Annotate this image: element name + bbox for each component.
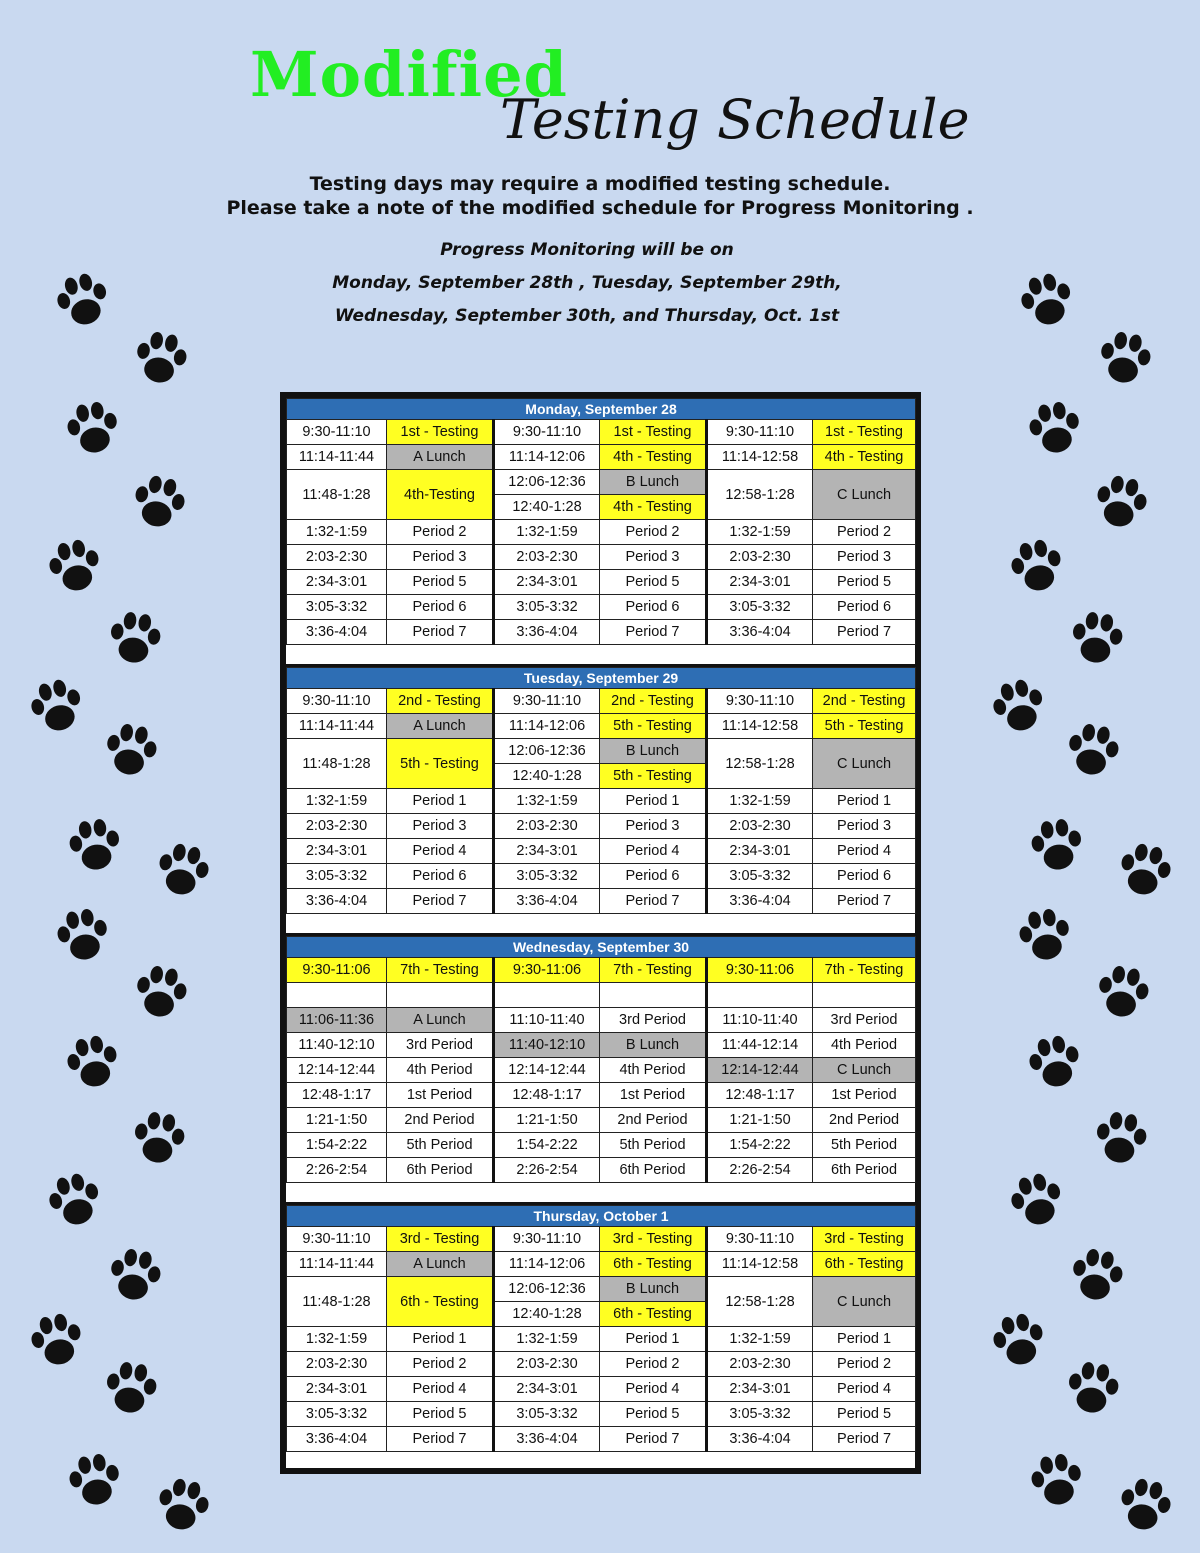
activity-cell: Period 5 <box>813 1402 916 1427</box>
time-cell: 3:36-4:04 <box>707 620 813 645</box>
activity-cell: Period 7 <box>387 1427 494 1452</box>
time-cell: 11:14-11:44 <box>287 1252 387 1277</box>
empty-cell <box>387 983 494 1008</box>
activity-cell: 5th Period <box>813 1133 916 1158</box>
paw-print-icon <box>1108 1469 1182 1543</box>
activity-cell: C Lunch <box>813 739 916 789</box>
activity-cell: Period 4 <box>600 1377 707 1402</box>
time-cell: 1:21-1:50 <box>287 1108 387 1133</box>
table-row <box>287 689 916 714</box>
time-cell: 9:30-11:10 <box>494 1227 600 1252</box>
time-cell: 1:54-2:22 <box>287 1133 387 1158</box>
time-cell: 1:21-1:50 <box>707 1108 813 1133</box>
activity-cell: B Lunch <box>600 1277 707 1302</box>
day-table <box>286 398 916 645</box>
day-header-row <box>287 1206 916 1227</box>
schedule-body <box>286 398 915 1468</box>
time-cell: 11:40-12:10 <box>494 1033 600 1058</box>
time-cell: 12:14-12:44 <box>494 1058 600 1083</box>
day-header: Thursday, October 1 <box>287 1206 916 1227</box>
activity-cell: 4th Period <box>600 1058 707 1083</box>
table-row <box>287 1402 916 1427</box>
time-cell: 2:03-2:30 <box>287 1352 387 1377</box>
day-table <box>286 936 916 1183</box>
paw-print-icon <box>1019 393 1091 465</box>
paw-print-icon <box>96 1354 166 1424</box>
table-row <box>287 1352 916 1377</box>
activity-cell: 1st Period <box>813 1083 916 1108</box>
paw-print-icon <box>60 811 130 881</box>
table-row <box>287 595 916 620</box>
time-cell: 9:30-11:10 <box>707 420 813 445</box>
time-cell: 11:14-12:58 <box>707 1252 813 1277</box>
activity-cell: Period 2 <box>600 1352 707 1377</box>
time-cell: 12:14-12:44 <box>707 1058 813 1083</box>
activity-cell: Period 3 <box>387 814 494 839</box>
time-cell: 3:05-3:32 <box>287 864 387 889</box>
paw-print-icon <box>100 604 170 674</box>
time-cell: 2:34-3:01 <box>287 1377 387 1402</box>
time-cell: 3:05-3:32 <box>707 1402 813 1427</box>
time-cell: 2:03-2:30 <box>287 814 387 839</box>
time-cell: 1:32-1:59 <box>287 1327 387 1352</box>
activity-cell: Period 5 <box>600 1402 707 1427</box>
time-cell: 2:34-3:01 <box>494 839 600 864</box>
activity-cell: 7th - Testing <box>813 958 916 983</box>
paw-print-icon <box>146 834 220 908</box>
paw-print-icon <box>1022 811 1092 881</box>
paw-print-icon <box>56 1026 130 1100</box>
time-cell: 1:32-1:59 <box>494 1327 600 1352</box>
time-cell: 3:05-3:32 <box>287 1402 387 1427</box>
activity-cell: A Lunch <box>387 1252 494 1277</box>
time-cell: 3:36-4:04 <box>494 889 600 914</box>
activity-cell: Period 7 <box>813 889 916 914</box>
time-cell: 11:44-12:14 <box>707 1033 813 1058</box>
time-cell: 3:05-3:32 <box>494 864 600 889</box>
table-row <box>287 1427 916 1452</box>
empty-cell <box>600 983 707 1008</box>
table-row <box>287 789 916 814</box>
activity-cell: Period 2 <box>600 520 707 545</box>
time-cell: 3:36-4:04 <box>707 889 813 914</box>
activity-cell: Period 5 <box>387 1402 494 1427</box>
activity-cell: 1st - Testing <box>600 420 707 445</box>
table-row <box>287 889 916 914</box>
table-row <box>287 445 916 470</box>
activity-cell: 3rd - Testing <box>387 1227 494 1252</box>
activity-cell: 6th - Testing <box>600 1302 707 1327</box>
time-cell: 12:06-12:36 <box>494 739 600 764</box>
activity-cell: 3rd - Testing <box>600 1227 707 1252</box>
time-cell: 11:48-1:28 <box>287 470 387 520</box>
activity-cell: 3rd Period <box>813 1008 916 1033</box>
time-cell: 1:54-2:22 <box>494 1133 600 1158</box>
paw-print-icon <box>37 1163 113 1239</box>
time-cell: 11:48-1:28 <box>287 1277 387 1327</box>
time-cell: 11:14-12:58 <box>707 445 813 470</box>
activity-cell: Period 4 <box>387 1377 494 1402</box>
activity-cell: Period 7 <box>600 620 707 645</box>
activity-cell: Period 6 <box>387 595 494 620</box>
progress-line-1: Progress Monitoring will be on <box>440 240 734 260</box>
table-row <box>287 1083 916 1108</box>
time-cell: 3:36-4:04 <box>494 1427 600 1452</box>
time-cell: 3:36-4:04 <box>287 620 387 645</box>
paw-print-icon <box>1087 957 1159 1029</box>
activity-cell: Period 2 <box>387 1352 494 1377</box>
paw-print-icon <box>95 715 167 787</box>
paw-print-icon <box>125 957 197 1029</box>
activity-cell: Period 3 <box>600 545 707 570</box>
time-cell: 1:54-2:22 <box>707 1133 813 1158</box>
time-cell: 2:03-2:30 <box>707 545 813 570</box>
table-row <box>287 864 916 889</box>
time-cell: 9:30-11:06 <box>494 958 600 983</box>
activity-cell: 5th Period <box>600 1133 707 1158</box>
table-row <box>287 1008 916 1033</box>
time-cell: 11:14-12:06 <box>494 445 600 470</box>
activity-cell: 3rd - Testing <box>813 1227 916 1252</box>
table-row <box>287 1252 916 1277</box>
table-row <box>287 470 916 495</box>
time-cell: 1:32-1:59 <box>287 789 387 814</box>
table-row <box>287 1033 916 1058</box>
day-header-row <box>287 937 916 958</box>
activity-cell: Period 6 <box>387 864 494 889</box>
activity-cell: 1st - Testing <box>813 420 916 445</box>
paw-print-icon <box>999 1163 1075 1239</box>
time-cell: 11:10-11:40 <box>494 1008 600 1033</box>
activity-cell: Period 4 <box>387 839 494 864</box>
time-cell: 3:05-3:32 <box>707 864 813 889</box>
activity-cell: 2nd - Testing <box>813 689 916 714</box>
time-cell: 2:34-3:01 <box>287 570 387 595</box>
table-row <box>287 520 916 545</box>
activity-cell: 4th Period <box>813 1033 916 1058</box>
activity-cell: 4th - Testing <box>600 495 707 520</box>
activity-cell: 1st Period <box>600 1083 707 1108</box>
time-cell: 1:32-1:59 <box>707 1327 813 1352</box>
time-cell: 2:34-3:01 <box>707 839 813 864</box>
activity-cell: 5th - Testing <box>813 714 916 739</box>
time-cell: 2:34-3:01 <box>494 570 600 595</box>
time-cell: 12:06-12:36 <box>494 1277 600 1302</box>
empty-cell <box>494 983 600 1008</box>
day-spacer <box>286 1183 915 1205</box>
time-cell: 9:30-11:06 <box>707 958 813 983</box>
empty-row <box>287 983 916 1008</box>
title-modified: Modified <box>250 38 568 111</box>
activity-cell: Period 1 <box>813 789 916 814</box>
day-table <box>286 667 916 914</box>
time-cell: 11:14-12:06 <box>494 1252 600 1277</box>
activity-cell: 2nd - Testing <box>387 689 494 714</box>
activity-cell: Period 5 <box>600 570 707 595</box>
empty-cell <box>707 983 813 1008</box>
activity-cell: Period 4 <box>813 1377 916 1402</box>
table-row <box>287 1227 916 1252</box>
table-row <box>287 1327 916 1352</box>
time-cell: 12:58-1:28 <box>707 470 813 520</box>
time-cell: 9:30-11:10 <box>287 420 387 445</box>
paw-print-icon <box>19 669 95 745</box>
time-cell: 9:30-11:10 <box>287 689 387 714</box>
time-cell: 11:40-12:10 <box>287 1033 387 1058</box>
activity-cell: Period 1 <box>600 1327 707 1352</box>
paw-print-icon <box>1061 1240 1133 1312</box>
time-cell: 3:36-4:04 <box>287 889 387 914</box>
table-row <box>287 620 916 645</box>
activity-cell: B Lunch <box>600 470 707 495</box>
time-cell: 9:30-11:10 <box>494 689 600 714</box>
time-cell: 9:30-11:10 <box>494 420 600 445</box>
activity-cell: 6th - Testing <box>387 1277 494 1327</box>
activity-cell: Period 2 <box>387 520 494 545</box>
day-header: Monday, September 28 <box>287 399 916 420</box>
time-cell: 3:36-4:04 <box>707 1427 813 1452</box>
time-cell: 11:14-11:44 <box>287 445 387 470</box>
activity-cell: 7th - Testing <box>387 958 494 983</box>
intro-line-1: Testing days may require a modified testing schedule. <box>309 173 891 195</box>
activity-cell: 3rd Period <box>600 1008 707 1033</box>
activity-cell: Period 3 <box>813 814 916 839</box>
day-table <box>286 1205 916 1452</box>
progress-line-3: Wednesday, September 30th, and Thursday, Oct. 1st <box>334 306 840 326</box>
day-header-row <box>287 668 916 689</box>
empty-cell <box>813 983 916 1008</box>
activity-cell: Period 7 <box>813 620 916 645</box>
day-header: Wednesday, September 30 <box>287 937 916 958</box>
time-cell: 12:58-1:28 <box>707 1277 813 1327</box>
activity-cell: 5th - Testing <box>600 764 707 789</box>
time-cell: 11:14-12:06 <box>494 714 600 739</box>
paw-print-icon <box>1057 715 1129 787</box>
paw-print-icon <box>1062 604 1132 674</box>
paw-print-icon <box>146 1469 220 1543</box>
activity-cell: Period 3 <box>387 545 494 570</box>
time-cell: 2:03-2:30 <box>707 814 813 839</box>
activity-cell: Period 7 <box>813 1427 916 1452</box>
paw-print-icon <box>38 530 112 604</box>
paw-print-icon <box>59 1445 131 1517</box>
time-cell: 2:03-2:30 <box>494 545 600 570</box>
activity-cell: Period 1 <box>387 1327 494 1352</box>
activity-cell: 6th - Testing <box>813 1252 916 1277</box>
activity-cell: Period 6 <box>600 864 707 889</box>
activity-cell: A Lunch <box>387 714 494 739</box>
paw-print-icon <box>1009 900 1081 972</box>
progress-line-2: Monday, September 28th , Tuesday, September 29th, <box>332 273 842 293</box>
activity-cell: C Lunch <box>813 1277 916 1327</box>
activity-cell: Period 7 <box>387 889 494 914</box>
paw-print-icon <box>20 1304 94 1378</box>
paw-print-icon <box>125 323 197 395</box>
paw-print-icon <box>1000 530 1074 604</box>
activity-cell: Period 3 <box>600 814 707 839</box>
paw-print-icon <box>1086 1104 1156 1174</box>
paw-print-icon <box>1108 834 1182 908</box>
table-row <box>287 1158 916 1183</box>
time-cell: 11:06-11:36 <box>287 1008 387 1033</box>
table-row <box>287 714 916 739</box>
time-cell: 12:48-1:17 <box>707 1083 813 1108</box>
day-header-row <box>287 399 916 420</box>
paw-print-icon <box>99 1240 171 1312</box>
time-cell: 9:30-11:10 <box>707 1227 813 1252</box>
activity-cell: 4th - Testing <box>600 445 707 470</box>
activity-cell: 4th-Testing <box>387 470 494 520</box>
time-cell: 2:34-3:01 <box>707 570 813 595</box>
activity-cell: 2nd - Testing <box>600 689 707 714</box>
activity-cell: Period 2 <box>813 1352 916 1377</box>
table-row <box>287 1058 916 1083</box>
time-cell: 1:21-1:50 <box>494 1108 600 1133</box>
time-cell: 11:14-12:58 <box>707 714 813 739</box>
activity-cell: A Lunch <box>387 445 494 470</box>
activity-cell: Period 5 <box>813 570 916 595</box>
time-cell: 9:30-11:10 <box>287 1227 387 1252</box>
time-cell: 12:06-12:36 <box>494 470 600 495</box>
time-cell: 11:14-11:44 <box>287 714 387 739</box>
time-cell: 1:32-1:59 <box>707 789 813 814</box>
time-cell: 3:36-4:04 <box>287 1427 387 1452</box>
activity-cell: Period 1 <box>387 789 494 814</box>
time-cell: 1:32-1:59 <box>494 789 600 814</box>
activity-cell: Period 7 <box>600 889 707 914</box>
paw-print-icon <box>1089 323 1161 395</box>
activity-cell: C Lunch <box>813 470 916 520</box>
time-cell: 2:34-3:01 <box>494 1377 600 1402</box>
time-cell: 12:58-1:28 <box>707 739 813 789</box>
activity-cell: 6th Period <box>600 1158 707 1183</box>
paw-print-icon <box>982 1304 1056 1378</box>
time-cell: 2:03-2:30 <box>494 814 600 839</box>
activity-cell: Period 2 <box>813 520 916 545</box>
time-cell: 9:30-11:06 <box>287 958 387 983</box>
activity-cell: B Lunch <box>600 1033 707 1058</box>
time-cell: 1:32-1:59 <box>494 520 600 545</box>
table-row <box>287 1133 916 1158</box>
activity-cell: 3rd Period <box>387 1033 494 1058</box>
activity-cell: B Lunch <box>600 739 707 764</box>
paw-print-icon <box>47 900 119 972</box>
day-header: Tuesday, September 29 <box>287 668 916 689</box>
time-cell: 12:40-1:28 <box>494 495 600 520</box>
activity-cell: Period 3 <box>813 545 916 570</box>
activity-cell: Period 4 <box>600 839 707 864</box>
activity-cell: 2nd Period <box>387 1108 494 1133</box>
activity-cell: Period 6 <box>813 595 916 620</box>
table-row <box>287 958 916 983</box>
activity-cell: 6th Period <box>813 1158 916 1183</box>
day-spacer <box>286 645 915 667</box>
paw-print-icon <box>57 393 129 465</box>
activity-cell: 4th - Testing <box>813 445 916 470</box>
paw-print-icon <box>122 466 196 540</box>
table-row <box>287 420 916 445</box>
time-cell: 12:40-1:28 <box>494 764 600 789</box>
activity-cell: Period 7 <box>387 620 494 645</box>
paw-print-icon <box>1021 1445 1093 1517</box>
time-cell: 12:40-1:28 <box>494 1302 600 1327</box>
activity-cell: 6th - Testing <box>600 1252 707 1277</box>
paw-print-icon <box>1018 1026 1092 1100</box>
activity-cell: 5th Period <box>387 1133 494 1158</box>
activity-cell: Period 6 <box>600 595 707 620</box>
time-cell: 12:48-1:17 <box>494 1083 600 1108</box>
paw-print-icon <box>1084 466 1158 540</box>
time-cell: 2:26-2:54 <box>707 1158 813 1183</box>
table-row <box>287 739 916 764</box>
time-cell: 2:26-2:54 <box>494 1158 600 1183</box>
time-cell: 9:30-11:10 <box>707 689 813 714</box>
time-cell: 2:03-2:30 <box>707 1352 813 1377</box>
table-row <box>287 839 916 864</box>
time-cell: 11:10-11:40 <box>707 1008 813 1033</box>
activity-cell: Period 1 <box>813 1327 916 1352</box>
title-testing-schedule: Testing Schedule <box>500 88 970 151</box>
time-cell: 3:05-3:32 <box>494 1402 600 1427</box>
table-row <box>287 1277 916 1302</box>
activity-cell: 5th - Testing <box>600 714 707 739</box>
activity-cell: 1st Period <box>387 1083 494 1108</box>
activity-cell: 4th Period <box>387 1058 494 1083</box>
time-cell: 3:05-3:32 <box>494 595 600 620</box>
time-cell: 2:26-2:54 <box>287 1158 387 1183</box>
time-cell: 2:03-2:30 <box>287 545 387 570</box>
time-cell: 1:32-1:59 <box>287 520 387 545</box>
time-cell: 3:05-3:32 <box>707 595 813 620</box>
time-cell: 3:36-4:04 <box>494 620 600 645</box>
activity-cell: 2nd Period <box>813 1108 916 1133</box>
time-cell: 12:48-1:17 <box>287 1083 387 1108</box>
activity-cell: Period 6 <box>813 864 916 889</box>
activity-cell: A Lunch <box>387 1008 494 1033</box>
activity-cell: Period 5 <box>387 570 494 595</box>
table-row <box>287 545 916 570</box>
activity-cell: Period 7 <box>600 1427 707 1452</box>
activity-cell: 6th Period <box>387 1158 494 1183</box>
day-spacer <box>286 914 915 936</box>
schedule-table <box>280 392 921 1474</box>
time-cell: 3:05-3:32 <box>287 595 387 620</box>
time-cell: 2:34-3:01 <box>287 839 387 864</box>
time-cell: 1:32-1:59 <box>707 520 813 545</box>
table-row <box>287 1377 916 1402</box>
activity-cell: 7th - Testing <box>600 958 707 983</box>
table-row <box>287 570 916 595</box>
time-cell: 2:34-3:01 <box>707 1377 813 1402</box>
activity-cell: 1st - Testing <box>387 420 494 445</box>
activity-cell: 5th - Testing <box>387 739 494 789</box>
paw-print-icon <box>1058 1354 1128 1424</box>
table-row <box>287 814 916 839</box>
activity-cell: C Lunch <box>813 1058 916 1083</box>
activity-cell: Period 4 <box>813 839 916 864</box>
activity-cell: Period 1 <box>600 789 707 814</box>
time-cell: 11:48-1:28 <box>287 739 387 789</box>
empty-cell <box>287 983 387 1008</box>
paw-print-icon <box>981 669 1057 745</box>
time-cell: 12:14-12:44 <box>287 1058 387 1083</box>
table-row <box>287 1108 916 1133</box>
activity-cell: 2nd Period <box>600 1108 707 1133</box>
paw-print-icon <box>124 1104 194 1174</box>
time-cell: 2:03-2:30 <box>494 1352 600 1377</box>
intro-line-2: Please take a note of the modified schedule for Progress Monitoring . <box>226 197 974 219</box>
